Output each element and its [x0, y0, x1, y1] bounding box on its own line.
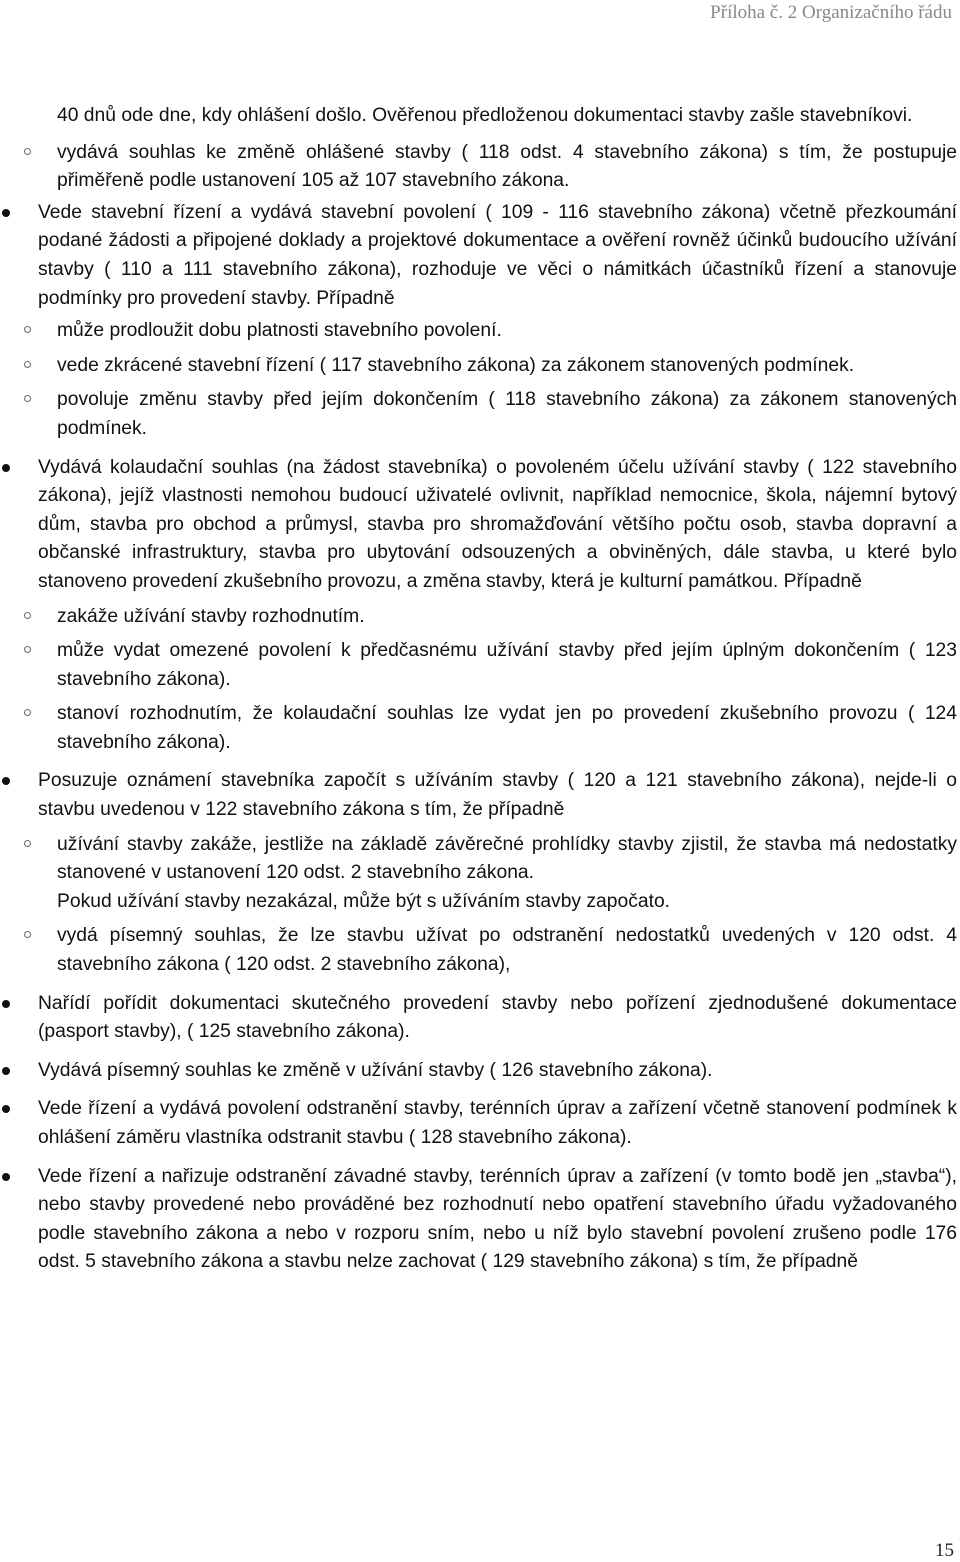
paragraph-text: Vydává kolaudační souhlas (na žádost stavebníka) o povoleném účelu užívání stavby ( 122 stavebního zákona), jejíž vlastnosti nemohou budoucí uživatelé ovlivnit, například nemocnice, škola, nájemní bytový dům, stavba pro obchod a průmysl, stavba pro shromažďování většího počtu osob, stavba dopravní a občanské infrastruktury, stavba pro ubytování odsouzených a obviněných, dále stavba, u které bylo stanoveno provedení zkušebního provozu, a změna stavby, která je kulturní památkou. Případně [38, 456, 957, 592]
sub-bullet-item [57, 603, 957, 632]
paragraph-text: Vede řízení a nařizuje odstranění závadné stavby, terénních úprav a zařízení (v tomto bodě jen „stavba“), nebo stavby provedené nebo prováděné bez rozhodnutí nebo opatření stavebního úřadu vyžadovaného podle stavebního zákona a nebo v rozporu sním, nebo u níž bylo stavební povolení zrušeno podle 176 odst. 5 stavebního zákona a stavbu nelze zachovat ( 129 stavebního zákona) s tím, že případně [38, 1165, 957, 1273]
bullet-circle-icon [24, 612, 31, 619]
bullet-circle-icon [24, 361, 31, 368]
running-header: Příloha č. 2 Organizačního řádu [710, 2, 952, 23]
bullet-item [38, 1095, 957, 1152]
paragraph-text: může vydat omezené povolení k předčasnému užívání stavby před jejím úplným dokončením ( 123 stavebního zákona). [57, 640, 957, 690]
bullet-circle-icon [24, 646, 31, 653]
bullet-dot-icon [2, 1067, 10, 1075]
bullet-item [38, 990, 957, 1047]
page-number: 15 [935, 1540, 954, 1561]
bullet-dot-icon [2, 1000, 10, 1008]
sub-bullet-item [57, 352, 957, 381]
sub-bullet-item [57, 831, 957, 888]
sub-bullet-item [57, 922, 957, 979]
bullet-item [38, 199, 957, 313]
bullet-dot-icon [2, 209, 10, 217]
bullet-dot-icon [2, 1173, 10, 1181]
paragraph-text: Nařídí pořídit dokumentaci skutečného provedení stavby nebo pořízení zjednodušené dokumentace (pasport stavby), ( 125 stavebního zákona). [38, 992, 957, 1043]
paragraph-text: stanoví rozhodnutím, že kolaudační souhlas lze vydat jen po provedení zkušebního provozu ( 124 stavebního zákona). [57, 703, 957, 753]
paragraph-text: vede zkrácené stavební řízení ( 117 stavebního zákona) za zákonem stanovených podmínek. [57, 354, 855, 376]
sub-bullet-item [57, 139, 957, 196]
sub-bullet-item [57, 637, 957, 694]
bullet-dot-icon [2, 777, 10, 785]
paragraph [57, 888, 957, 917]
paragraph-text: Pokud užívání stavby nezakázal, může být s užíváním stavby započato. [57, 890, 671, 912]
paragraph-text: vydá písemný souhlas, že lze stavbu užívat po odstranění nedostatků uvedených v 120 odst. 4 stavebního zákona ( 120 odst. 2 stavebního zákona), [57, 925, 957, 976]
bullet-dot-icon [2, 464, 10, 472]
paragraph-text: 40 dnů ode dne, kdy ohlášení došlo. Ověřenou předloženou dokumentaci stavby zašle stavebníkovi. [57, 105, 913, 126]
bullet-item [38, 454, 957, 597]
bullet-item [38, 1057, 957, 1086]
paragraph-text: Posuzuje oznámení stavebníka započít s užíváním stavby ( 120 a 121 stavebního zákona), nejde-li o stavbu uvedenou v 122 stavebního zákona s tím, že případně [38, 770, 957, 821]
paragraph-text: Vede řízení a vydává povolení odstranění stavby, terénních úprav a zařízení včetně stanovení podmínek k ohlášení záměru vlastníka odstranit stavbu ( 128 stavebního zákona). [38, 1098, 957, 1148]
sub-bullet-item [57, 317, 957, 346]
paragraph-text: vydává souhlas ke změně ohlášené stavby ( 118 odst. 4 stavebního zákona) s tím, že postupuje přiměřeně podle ustanovení 105 až 107 stavebního zákona. [57, 141, 957, 192]
sub-bullet-item [57, 700, 957, 757]
paragraph-text: Vydává písemný souhlas ke změně v užívání stavby ( 126 stavebního zákona). [38, 1059, 713, 1081]
paragraph-text: Vede stavební řízení a vydává stavební povolení ( 109 - 116 stavebního zákona) včetně přezkoumání podané žádosti a připojené doklady a projektové dokumentace a ověření rovněž účinků budoucího užívání stavby ( 110 a 111 stavebního zákona), rozhoduje ve věci o námitkách účastníků řízení a stanovuje podmínky pro provedení stavby. Případně [38, 201, 957, 309]
paragraph [57, 102, 957, 131]
bullet-dot-icon [2, 1105, 10, 1113]
paragraph-text: může prodloužit dobu platnosti stavebního povolení. [57, 320, 502, 342]
bullet-item [38, 1163, 957, 1277]
paragraph-text: zakáže užívání stavby rozhodnutím. [57, 605, 365, 627]
bullet-circle-icon [24, 931, 31, 938]
bullet-circle-icon [24, 709, 31, 716]
sub-bullet-item [57, 386, 957, 443]
document-body [0, 102, 960, 1277]
paragraph-text: užívání stavby zakáže, jestliže na základě závěrečné prohlídky stavby zjistil, že stavba má nedostatky stanovené v ustanovení 120 odst. 2 stavebního zákona. [57, 833, 957, 884]
bullet-circle-icon [24, 840, 31, 847]
paragraph-text: povoluje změnu stavby před jejím dokončením ( 118 stavebního zákona) za zákonem stanovených podmínek. [57, 389, 957, 439]
bullet-circle-icon [24, 326, 31, 333]
bullet-circle-icon [24, 395, 31, 402]
bullet-item [38, 767, 957, 824]
bullet-circle-icon [24, 148, 31, 155]
